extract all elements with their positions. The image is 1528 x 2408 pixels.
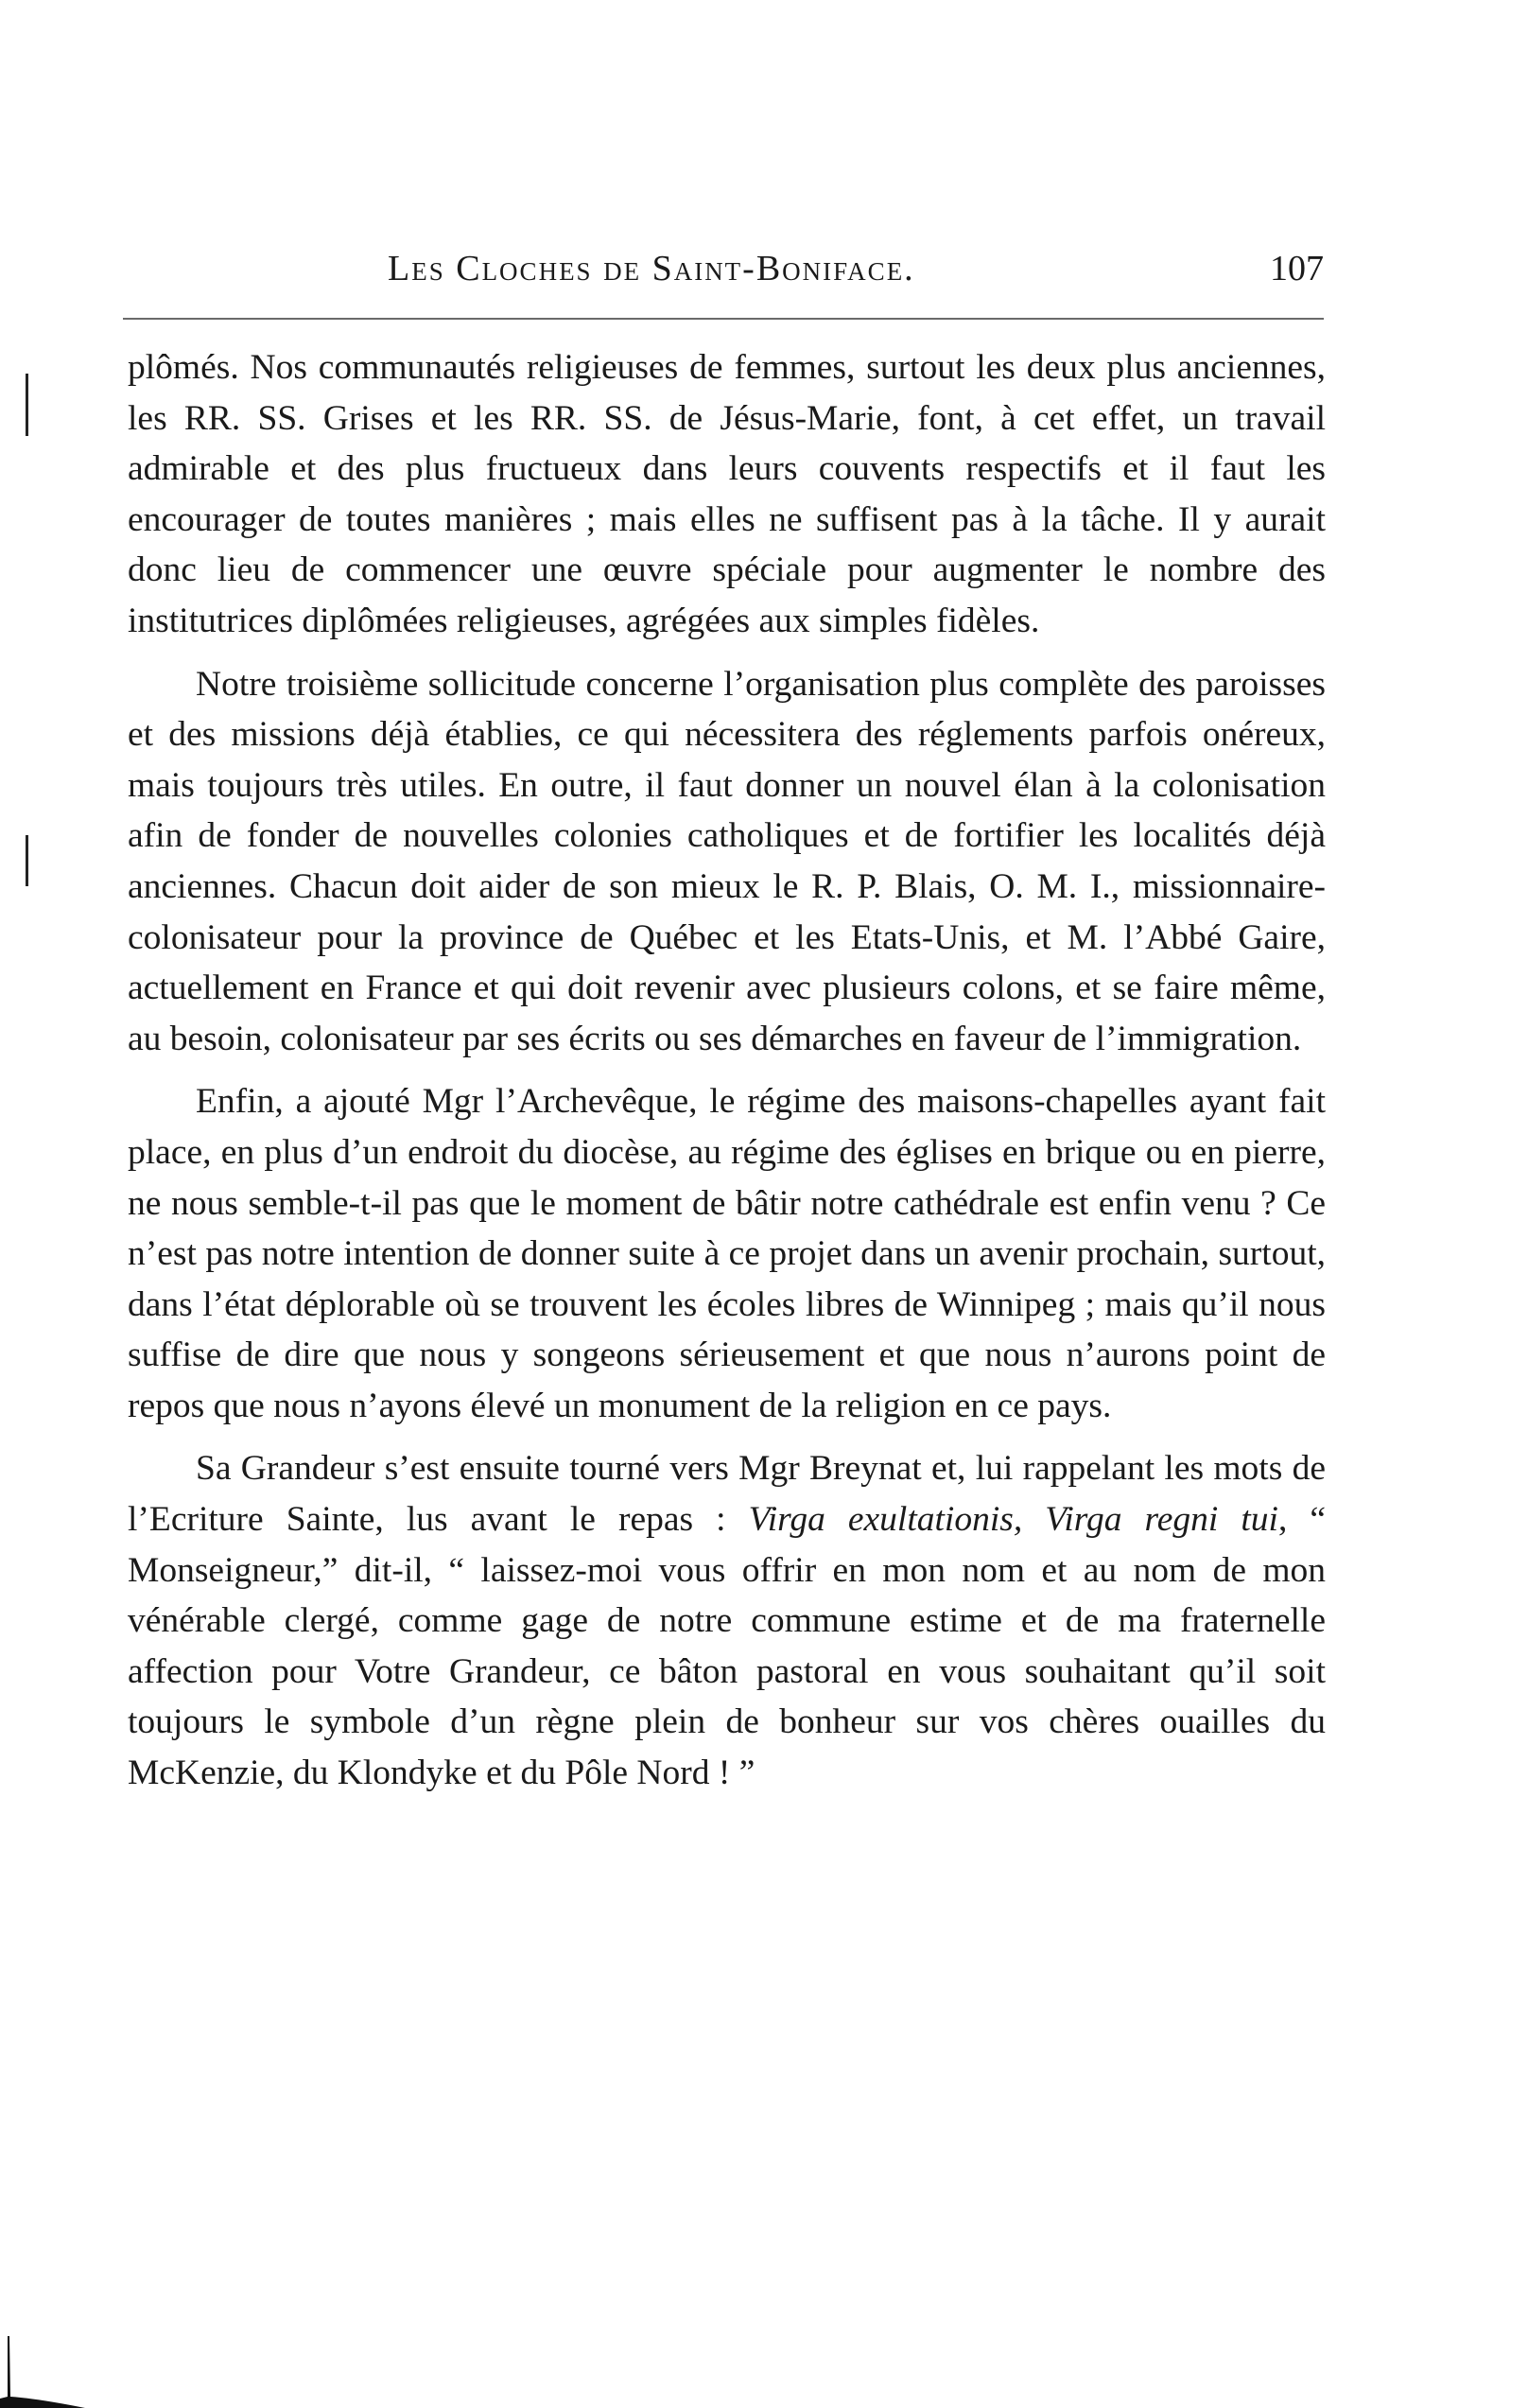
body-text xyxy=(128,342,1326,1799)
paragraph-troisieme-sollicitude: Notre troisième sollicitude concerne l’organisation plus complète des paroisses et des missions déjà établies, ce qui nécessitera des réglements parfois onéreux, mais toujours très utiles. En outre, il faut donner un nouvel élan à la colonisation afin de fonder de nouvelles colonies catholiques et de fortifier les localités déjà anciennes. Chacun doit aider de son mieux le R. P. Blais, O. M. I., missionnaire-colonisateur pour la province de Québec et les Etats-Unis, et M. l’Abbé Gaire, actuellement en France et qui doit revenir avec plusieurs colons, et se faire même, au besoin, colonisateur par ses écrits ou ses démarches en faveur de l’immigration. xyxy=(128,664,1326,1058)
paragraph-baton-pastoral xyxy=(128,1443,1326,1798)
margin-mark-middle xyxy=(26,835,28,886)
margin-mark-top xyxy=(26,374,28,436)
paragraph-text-part: Sa Grandeur s’est ensuite tourné vers Mgr Breynat et, lui rappelant les mots de l’Ecriture Sainte, lus avant le repas : xyxy=(128,1449,1326,1540)
paragraph-text-part: , “ Monseigneur,” dit-il, “ laissez-moi vous offrir en mon nom et au nom de mon vénérable clergé, comme gage de notre commune estime et de ma fraternelle affection pour Votre Grandeur, ce bâton pastoral en vous souhaitant qu’il soit toujours le symbole d’un règne plein de bonheur sur vos chères ouailles du McKenzie, du Klondyke et du Pôle Nord ! ” xyxy=(128,1500,1326,1793)
page-number: 107 xyxy=(1270,249,1324,288)
header-rule xyxy=(123,318,1324,320)
running-title: Les Cloches de Saint-Boniface. xyxy=(388,249,915,288)
paragraph-cathedrale: Enfin, a ajouté Mgr l’Archevêque, le régime des maisons-chapelles ayant fait place, en plus d’un endroit du diocèse, au régime des églises en brique ou en pierre, ne nous semble-t-il pas que le moment de bâtir notre cathédrale est enfin venu ? Ce n’est pas notre intention de donner suite à ce projet dans un avenir prochain, surtout, dans l’état déplorable où se trouvent les écoles libres de Winnipeg ; mais qu’il nous suffise de dire que nous y songeons sérieusement et que nous n’aurons point de repos que nous n’ayons élevé un monument de la religion en ce pays. xyxy=(128,1082,1326,1425)
paragraph-continuation: plômés. Nos communautés religieuses de femmes, surtout les deux plus anciennes, les RR. SS. Grises et les RR. SS. de Jésus-Marie, font, à cet effet, un travail admirable et des plus fructueux dans leurs couvents respectifs et il faut les encourager de toutes manières ; mais elles ne suffisent pas à la tâche. Il y aurait donc lieu de commencer une œuvre spéciale pour augmenter le nombre des institutrices diplômées religieuses, agrégées aux simples fidèles. xyxy=(128,348,1326,640)
corner-scan-mark xyxy=(0,2336,85,2408)
running-head xyxy=(123,248,1324,305)
latin-quotation: Virga exultationis, Virga regni tui xyxy=(748,1500,1278,1540)
